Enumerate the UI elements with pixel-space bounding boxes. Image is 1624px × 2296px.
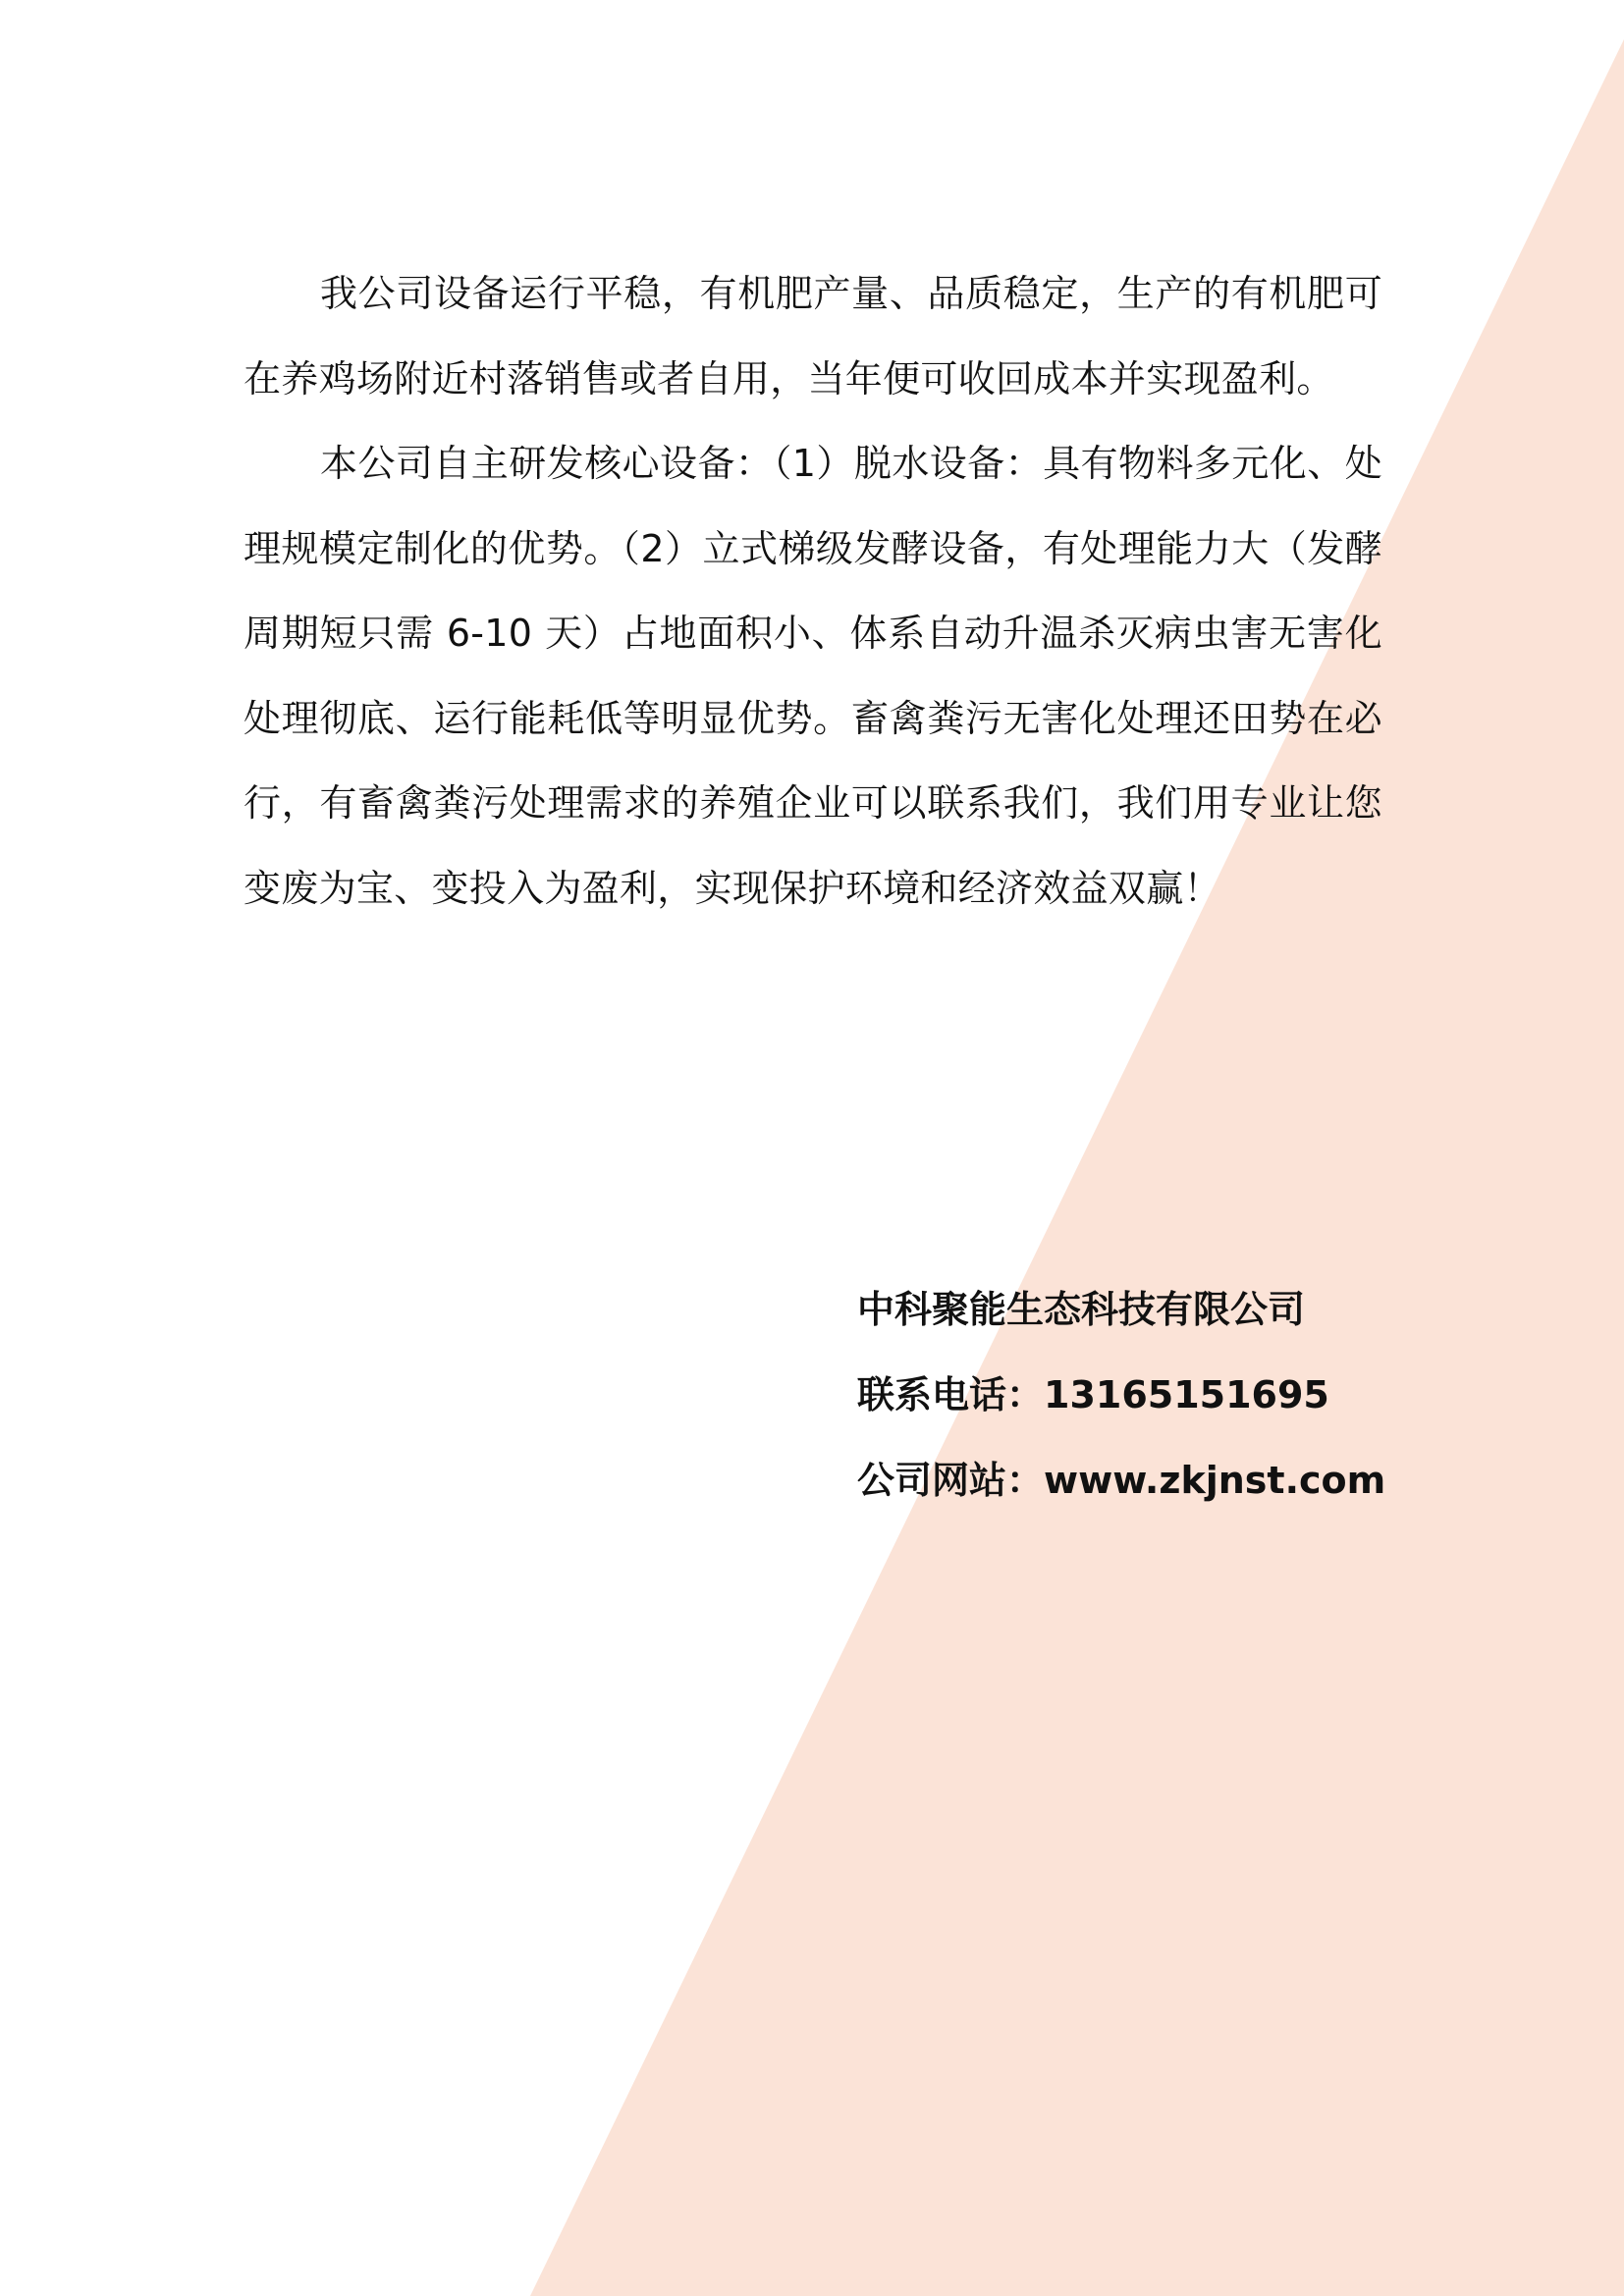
company-website: 公司网站：www.zkjnst.com <box>857 1459 1386 1502</box>
body-text <box>244 251 1382 931</box>
company-name: 中科聚能生态科技有限公司 <box>857 1288 1306 1331</box>
paragraph-2: 本公司自主研发核心设备：（1）脱水设备：具有物料多元化、处理规模定制化的优势。（2）立式梯级发酵设备，有处理能力大（发酵周期短只需 6-10 天）占地面积小、体系自动升温杀灭病虫害无害化处理彻底、运行能耗低等明显优势。畜禽粪污无害化处理还田势在必行，有畜禽粪污处理需求的养殖企业可以联系我们，我们用专业让您变废为宝、变投入为盈利，实现保护环境和经济效益双赢！ <box>244 442 1382 910</box>
paragraph-1: 我公司设备运行平稳，有机肥产量、品质稳定，生产的有机肥可在养鸡场附近村落销售或者自用，当年便可收回成本并实现盈利。 <box>244 272 1382 400</box>
contact-block <box>857 1267 1385 1523</box>
contact-phone: 联系电话：13165151695 <box>857 1373 1329 1416</box>
